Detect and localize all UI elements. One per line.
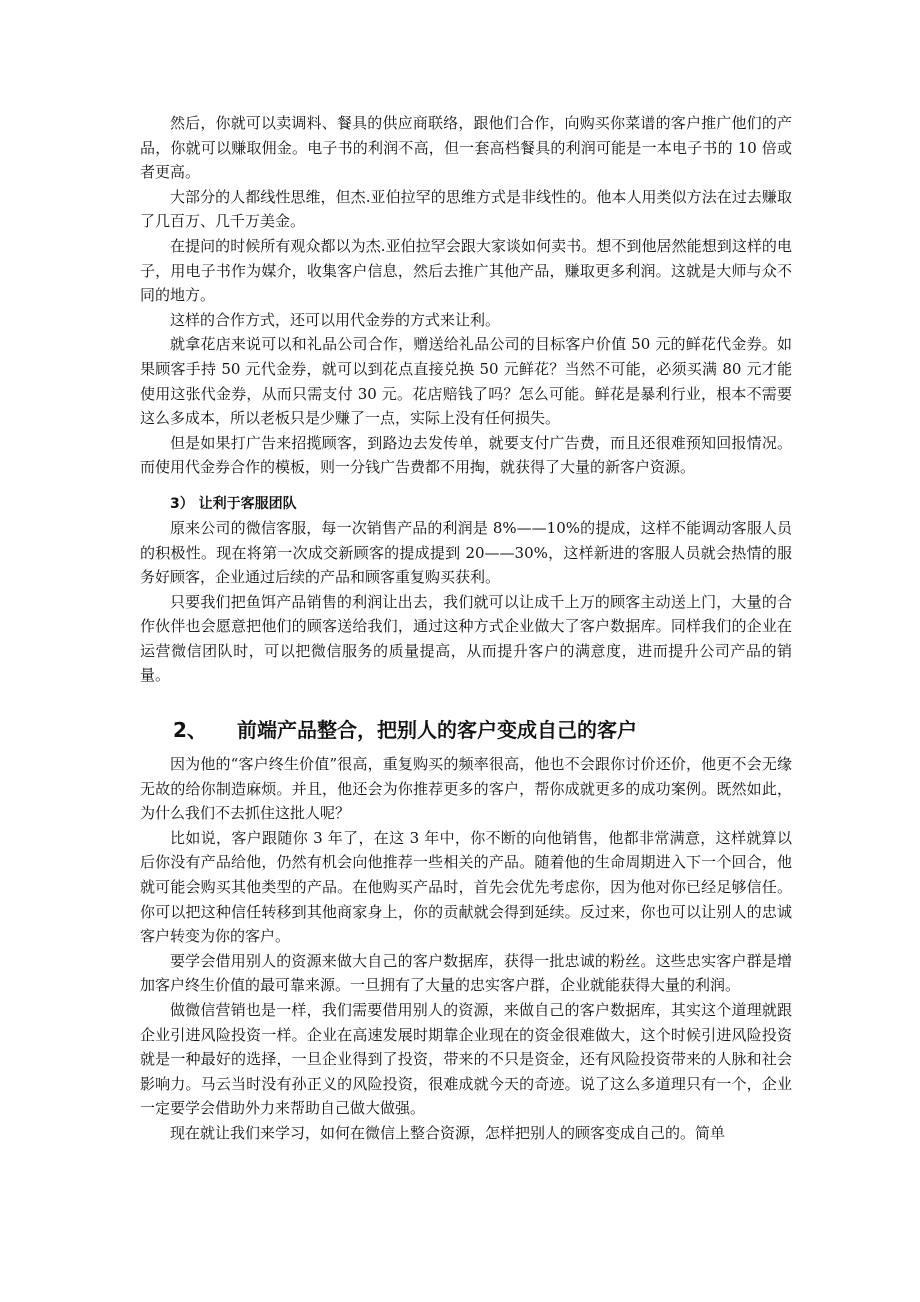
paragraph: 然后，你就可以卖调料、餐具的供应商联络，跟他们合作，向购买你菜谱的客户推广他们的产品，你就可以赚取佣金。电子书的利润不高，但一套高档餐具的利润可能是一本电子书的 10 倍或者更高。	[140, 114, 792, 182]
paragraph: 做微信营销也是一样，我们需要借用别人的资源，来做自己的客户数据库，其实这个道理就跟企业引进风险投资一样。企业在高速发展时期靠企业现在的资金很难做大，这个时候引进风险投资就是一种最好的选择，一旦企业得到了投资，带来的不只是资金，还有风险投资带来的人脉和社会影响力。马云当时没有孙正义的风险投资，很难成就今天的奇迹。说了这么多道理只有一个，企业一定要学会借助外力来帮助自己做大做强。	[140, 1001, 792, 1118]
spacer	[140, 688, 792, 714]
paragraph: 只要我们把鱼饵产品销售的利润让出去，我们就可以让成千上万的顾客主动送上门，大量的合作伙伴也会愿意把他们的顾客送给我们，通过这种方式企业做大了客户数据库。同样我们的企业在运营微信团队时，可以把微信服务的质量提高，从而提升客户的满意度，进而提升公司产品的销量。	[140, 592, 792, 685]
paragraph: 大部分的人都线性思维，但杰.亚伯拉罕的思维方式是非线性的。他本人用类似方法在过去赚取了几百万、几千万美金。	[140, 187, 792, 231]
paragraph: 但是如果打广告来招揽顾客，到路边去发传单，就要支付广告费，而且还很难预知回报情况。而使用代金券合作的模板，则一分钱广告费都不用掏，就获得了大量的新客户资源。	[140, 433, 792, 477]
paragraph: 在提问的时候所有观众都以为杰.亚伯拉罕会跟大家谈如何卖书。想不到他居然能想到这样的电子，用电子书作为媒介，收集客户信息，然后去推广其他产品，赚取更多利润。这就是大师与众不同的地方。	[140, 236, 792, 305]
spacer	[140, 480, 792, 492]
paragraph: 现在就让我们来学习，如何在微信上整合资源，怎样把别人的顾客变成自己的。简单	[170, 1123, 726, 1142]
section-heading	[140, 714, 792, 746]
subheading: 3） 让利于客服团队	[170, 495, 297, 512]
paragraph: 这样的合作方式，还可以用代金券的方式来让利。	[170, 310, 501, 329]
section-title: 前端产品整合，把别人的客户变成自己的客户	[237, 718, 637, 743]
document-body	[140, 111, 792, 1146]
paragraph: 因为他的“客户终生价值”很高，重复购买的频率很高，他也不会跟你讨价还价，他更不会无缘无故的给你制造麻烦。并且，他还会为你推荐更多的客户，帮你成就更多的成功案例。既然如此，为什么我们不去抓住这批人呢？	[140, 755, 792, 823]
section-number: 2、	[173, 718, 207, 743]
paragraph: 要学会借用别人的资源来做大自己的客户数据库，获得一批忠诚的粉丝。这些忠实客户群是增加客户终生价值的最可靠来源。一旦拥有了大量的忠实客户群，企业就能获得大量的利润。	[140, 951, 792, 995]
paragraph: 就拿花店来说可以和礼品公司合作，赠送给礼品公司的目标客户价值 50 元的鲜花代金券。如果顾客手持 50 元代金券，就可以到花点直接兑换 50 元鲜花？当然不可能，必须买满 80 元才能使用这张代金券，从而只需支付 30 元。花店赔钱了吗？怎么可能。鲜花是暴利行业，根本不需要这么多成本，所以老板只是少赚了一点，实际上没有任何损失。	[140, 335, 792, 428]
paragraph: 原来公司的微信客服，每一次销售产品的利润是 8%——10%的提成，这样不能调动客服人员的积极性。现在将第一次成交新顾客的提成提到 20——30%，这样新进的客服人员就会热情的服务好顾客，企业通过后续的产品和顾客重复购买获利。	[140, 518, 792, 587]
paragraph: 比如说，客户跟随你 3 年了，在这 3 年中，你不断的向他销售，他都非常满意，这样就算以后你没有产品给他，仍然有机会向他推荐一些相关的产品。随着他的生命周期进入下一个回合，他就可能会购买其他类型的产品。在他购买产品时，首先会优先考虑你，因为他对你已经足够信任。你可以把这种信任转移到其他商家身上，你的贡献就会得到延续。反过来，你也可以让别人的忠诚客户转变为你的客户。	[140, 828, 792, 946]
